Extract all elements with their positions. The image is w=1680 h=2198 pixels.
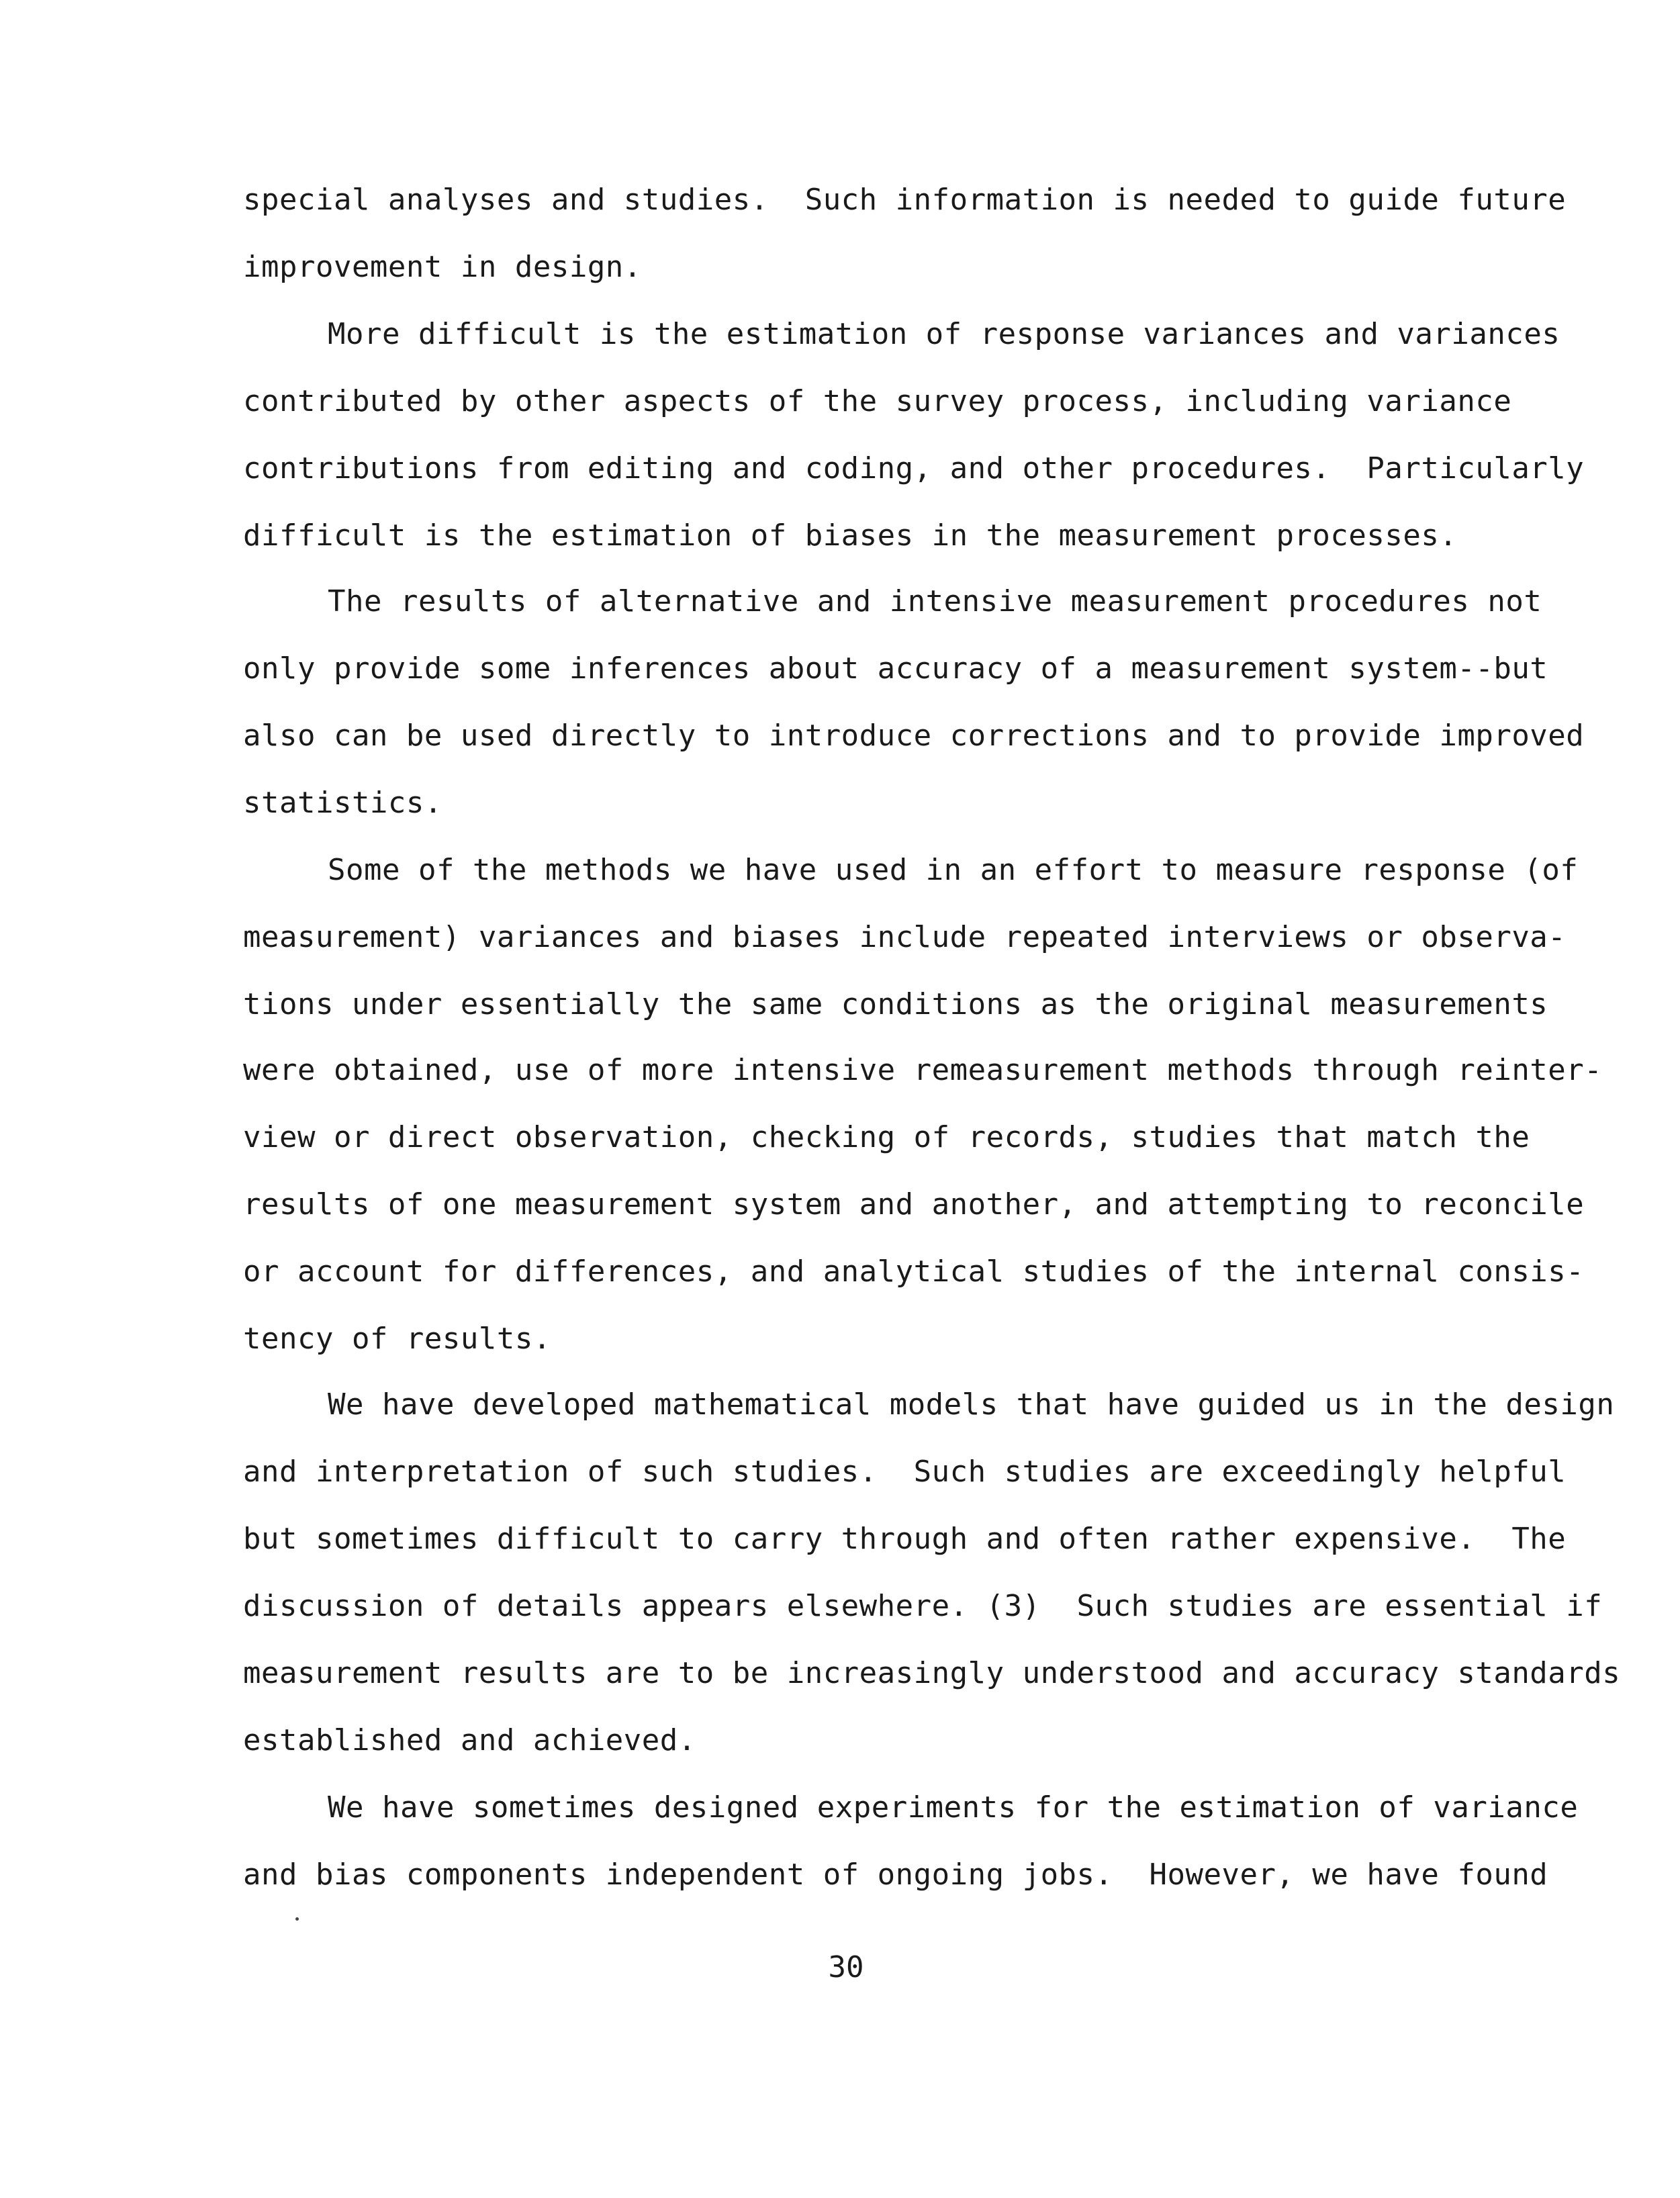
text-line: and bias components independent of ongoing jobs. However, we have found — [243, 1858, 1548, 1892]
text-line: measurement) variances and biases include repeated interviews or observa- — [243, 920, 1567, 954]
text-line: We have developed mathematical models that have guided us in the design — [328, 1387, 1615, 1422]
text-line: discussion of details appears elsewhere. (3) Such studies are essential if — [243, 1589, 1603, 1623]
text-line: results of one measurement system and another, and attempting to reconcile — [243, 1187, 1585, 1222]
text-line: established and achieved. — [243, 1723, 696, 1757]
text-line: but sometimes difficult to carry through and often rather expensive. The — [243, 1522, 1567, 1556]
text-line: view or direct observation, checking of records, studies that match the — [243, 1120, 1530, 1154]
text-line: We have sometimes designed experiments for the estimation of variance — [328, 1790, 1579, 1825]
text-line: tency of results. — [243, 1322, 551, 1356]
text-line: or account for differences, and analytical studies of the internal consis- — [243, 1254, 1585, 1289]
text-line: also can be used directly to introduce corrections and to provide improved — [243, 719, 1585, 753]
text-line: improvement in design. — [243, 250, 642, 284]
text-line: contributions from editing and coding, and other procedures. Particularly — [243, 451, 1585, 486]
text-line: measurement results are to be increasingly understood and accuracy standards — [243, 1656, 1621, 1690]
text-line: special analyses and studies. Such information is needed to guide future — [243, 183, 1567, 217]
text-line: were obtained, use of more intensive remeasurement methods through reinter- — [243, 1053, 1603, 1087]
text-line: difficult is the estimation of biases in the measurement processes. — [243, 518, 1458, 553]
text-line: More difficult is the estimation of response variances and variances — [328, 317, 1560, 351]
text-line: Some of the methods we have used in an effort to measure response (of — [328, 853, 1579, 887]
text-line: contributed by other aspects of the survey process, including variance — [243, 384, 1512, 418]
page-number: 30 — [828, 1950, 864, 1984]
text-line: tions under essentially the same conditions as the original measurements — [243, 987, 1548, 1021]
text-line: only provide some inferences about accuracy of a measurement system--but — [243, 651, 1548, 686]
text-line: and interpretation of such studies. Such studies are exceedingly helpful — [243, 1455, 1567, 1489]
text-line: statistics. — [243, 786, 442, 820]
text-line: The results of alternative and intensive measurement procedures not — [328, 584, 1542, 619]
scan-speck — [295, 1917, 299, 1921]
